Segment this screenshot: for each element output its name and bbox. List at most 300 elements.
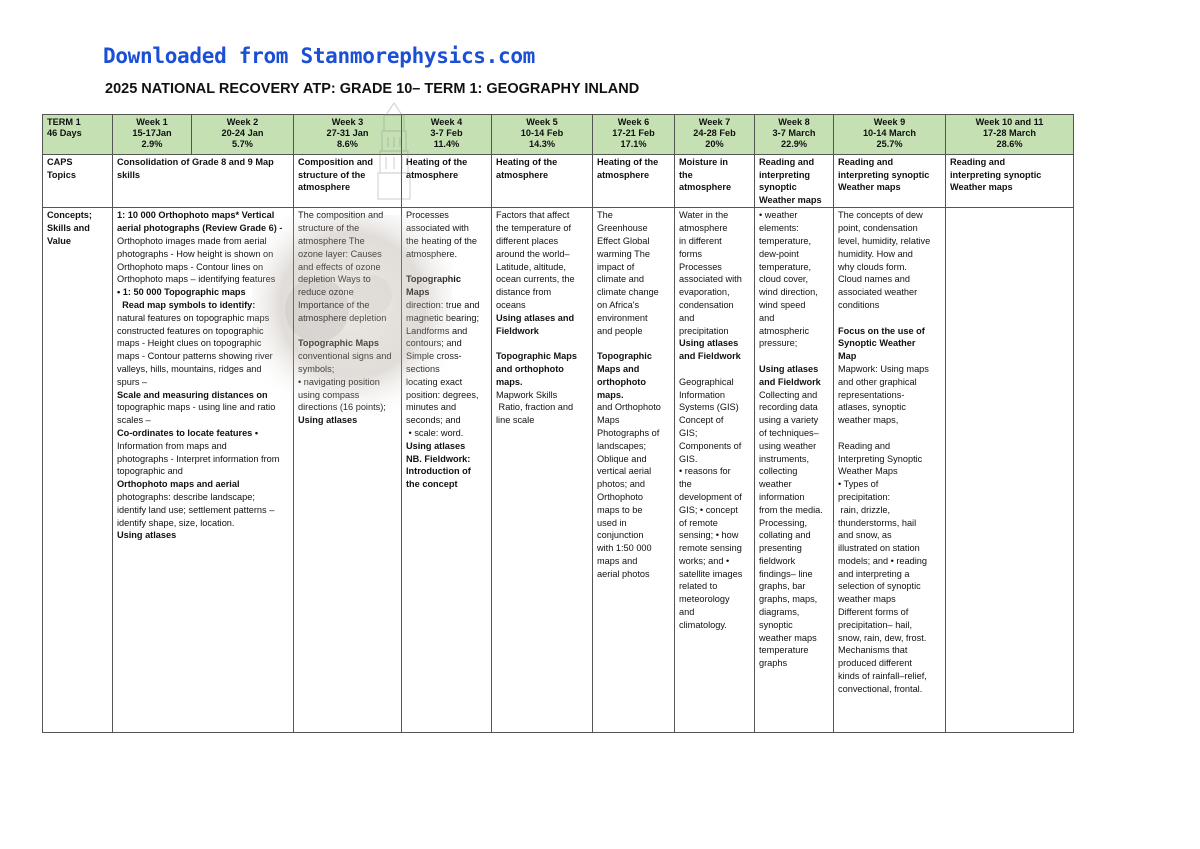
cell-line	[597, 337, 670, 350]
topic-week-4	[402, 155, 492, 208]
cell-line: and Orthophoto	[597, 402, 661, 413]
cell-line: GIS.	[679, 453, 698, 464]
cell-line: depletion Ways to	[298, 274, 371, 285]
cell-line: synoptic	[759, 182, 797, 193]
header-line: 11.4%	[433, 139, 460, 150]
cell-line: atmosphere	[597, 169, 650, 180]
cell-line: Scale and measuring distances on	[117, 389, 268, 400]
download-source-banner: Downloaded from Stanmorephysics.com	[103, 44, 536, 68]
cell-line: and	[679, 607, 695, 618]
cell-line: maps.	[496, 376, 523, 387]
cell-line: using weather	[759, 440, 817, 451]
cell-line: Collecting and	[759, 389, 818, 400]
cell-line: models; and • reading	[838, 555, 928, 566]
cell-line: Components of	[679, 440, 742, 451]
concepts-weeks-1-2	[113, 208, 294, 733]
cell-line: maps - Height clues on topographic	[117, 338, 262, 349]
cell-line: identify land use; settlement patterns –	[117, 504, 275, 515]
header-line: 27-31 Jan	[326, 128, 369, 139]
cell-line	[759, 350, 829, 363]
cell-line: the temperature of	[496, 223, 572, 234]
cell-line: Reading and	[838, 440, 891, 451]
cell-line: Information from maps and	[117, 440, 227, 451]
cell-line: associated weather	[838, 287, 918, 298]
cell-line: Skills and	[47, 223, 90, 234]
concepts-row	[43, 208, 1074, 733]
cell-line: Map	[838, 351, 857, 362]
cell-line: skills	[117, 169, 140, 180]
cell-line: natural features on topographic maps	[117, 312, 270, 323]
concepts-week-4	[402, 208, 492, 733]
cell-line: Processes	[406, 210, 449, 221]
cell-line: Topographic Maps	[298, 338, 379, 349]
cell-line: Introduction of	[406, 466, 471, 477]
cell-line: Using atlases and	[496, 312, 575, 323]
cell-line: in different	[679, 235, 722, 246]
cell-line: and orthophoto	[496, 363, 564, 374]
cell-line: position: degrees,	[406, 389, 479, 400]
cell-line: aerial photographs (Review Grade 6) -	[117, 223, 283, 234]
cell-line: wind speed	[759, 299, 806, 310]
concepts-week-3	[294, 208, 402, 733]
cell-line: weather	[759, 479, 792, 490]
cell-line: of techniques–	[759, 427, 819, 438]
cell-line: • Types of	[838, 479, 879, 490]
cell-line: Processing,	[759, 517, 808, 528]
cell-line: scales –	[117, 415, 151, 426]
cell-line: Greenhouse	[597, 223, 648, 234]
cell-line: Reading and	[759, 157, 815, 167]
cell-line: evaporation,	[679, 287, 730, 298]
cell-line: ocean currents, the	[496, 274, 575, 285]
cell-line: from the media.	[759, 504, 823, 515]
cell-line: atmosphere	[679, 223, 728, 234]
cell-line: seconds; and	[406, 415, 461, 426]
cell-line: Maps	[406, 287, 430, 298]
cell-line: NB. Fieldwork:	[406, 453, 471, 464]
cell-line: recording data	[759, 402, 818, 413]
cell-line: landscapes;	[597, 440, 647, 451]
cell-line: • scale: word.	[406, 427, 464, 438]
cell-line: Importance of the	[298, 299, 370, 310]
cell-line: weather maps,	[838, 415, 899, 426]
cell-line	[838, 312, 941, 325]
concepts-label	[43, 208, 113, 733]
cell-line: Latitude, altitude,	[496, 261, 566, 272]
header-term	[43, 115, 113, 155]
cell-line: valleys, hills, mountains, ridges and	[117, 363, 262, 374]
cell-line: temperature,	[759, 235, 812, 246]
cell-line: Heating of the	[496, 157, 558, 167]
cell-line: warming The	[597, 248, 650, 259]
cell-line: different places	[496, 235, 559, 246]
header-line: 25.7%	[876, 139, 903, 150]
cell-line: and other graphical	[838, 376, 917, 387]
topic-weeks-1-2	[113, 155, 294, 208]
cell-line: on Africa's	[597, 299, 640, 310]
cell-line: using compass	[298, 389, 360, 400]
cell-line: line scale	[496, 415, 535, 426]
cell-line: and people	[597, 325, 643, 336]
cell-line: snow, rain, dew, frost.	[838, 632, 927, 643]
cell-line: weather maps	[838, 594, 896, 605]
cell-line: atmosphere	[406, 169, 459, 180]
cell-line: Maps and	[597, 363, 640, 374]
header-line: Week 1	[136, 117, 168, 127]
cell-line: maps to be	[597, 504, 643, 515]
cell-line: Topographic	[406, 274, 461, 285]
cell-line: Geographical	[679, 376, 734, 387]
cell-line: the concept	[406, 479, 458, 490]
cell-line: directions (16 points);	[298, 402, 386, 413]
cell-line: used in	[597, 517, 627, 528]
cell-line: Mapwork: Using maps	[838, 363, 929, 374]
cell-line: atmosphere	[679, 182, 732, 193]
header-week-3	[294, 115, 402, 155]
cell-line: Factors that affect	[496, 210, 570, 221]
cell-line: Mechanisms that	[838, 645, 908, 656]
header-line: 22.9%	[780, 139, 808, 150]
cell-line: condensation	[679, 299, 734, 310]
header-line: 17-28 March	[982, 128, 1037, 139]
cell-line: topographic and	[117, 466, 183, 477]
cell-line: Using atlases	[117, 530, 177, 541]
cell-line: Orthophoto images made from aerial	[117, 235, 267, 246]
cell-line: associated with	[679, 274, 742, 285]
topic-week-8	[755, 155, 834, 208]
cell-line: identify shape, size, location.	[117, 517, 235, 528]
cell-line: minutes and	[406, 402, 457, 413]
cell-line: Reading and	[950, 157, 1006, 167]
header-line: 46 Days	[47, 128, 82, 139]
cell-line: aerial photos	[597, 568, 650, 579]
cell-line: Co-ordinates to locate features •	[117, 427, 259, 438]
cell-line: direction: true and	[406, 299, 480, 310]
cell-line: climate change	[597, 287, 659, 298]
cell-line: maps and	[597, 555, 638, 566]
cell-line: atmosphere	[496, 169, 549, 180]
concepts-week-6	[593, 208, 675, 733]
cell-line: and	[679, 312, 695, 323]
cell-line: level, humidity, relative	[838, 235, 931, 246]
cell-line: Effect Global	[597, 235, 650, 246]
header-line: Week 10 and 11	[975, 117, 1044, 127]
cell-line: Weather maps	[759, 194, 822, 205]
cell-line: maps - Contour patterns showing river	[117, 351, 273, 362]
cell-line: • 1: 50 000 Topographic maps	[117, 287, 246, 298]
header-line: Week 4	[430, 117, 463, 127]
cell-line: The composition and	[298, 210, 384, 221]
cell-line: graphs, maps,	[759, 594, 818, 605]
cell-line: and interpreting a	[838, 568, 910, 579]
cell-line	[679, 363, 750, 376]
cell-line: atlases, synoptic	[838, 402, 906, 413]
cell-line: impact of	[597, 261, 635, 272]
cell-line: orthophoto	[597, 376, 646, 387]
cell-line	[496, 337, 588, 350]
header-line: 5.7%	[232, 139, 253, 150]
cell-line: Cloud names and	[838, 274, 911, 285]
cell-line: fieldwork	[759, 555, 796, 566]
cell-line	[298, 325, 397, 338]
concepts-week-8	[755, 208, 834, 733]
cell-line: and Fieldwork	[679, 351, 741, 362]
cell-line: and	[759, 312, 775, 323]
cell-line: CAPS	[47, 157, 73, 167]
cell-line: topographic maps - using line and ratio	[117, 402, 276, 413]
header-line: 24-28 Feb	[693, 128, 736, 139]
cell-line: Orthophoto maps – identifying features	[117, 274, 276, 285]
cell-line: 1: 10 000 Orthophoto maps* Vertical	[117, 210, 275, 221]
cell-line: locating exact	[406, 376, 463, 387]
cell-line: around the world–	[496, 248, 570, 259]
cell-line: • reasons for	[679, 466, 731, 477]
cell-line: collecting	[759, 466, 798, 477]
cell-line: temperature,	[759, 261, 812, 272]
cell-line: the heating of the	[406, 235, 478, 246]
cell-line: climate and	[597, 274, 644, 285]
header-line: 28.6%	[996, 139, 1023, 150]
cell-line: graphs, bar	[759, 581, 806, 592]
cell-line: Ratio, fraction and	[496, 402, 574, 413]
cell-line: wind direction,	[759, 287, 818, 298]
header-week-5	[492, 115, 593, 155]
cell-line: • navigating position	[298, 376, 380, 387]
cell-line: photos; and	[597, 479, 646, 490]
cell-line	[838, 427, 941, 440]
cell-line: findings– line	[759, 568, 813, 579]
cell-line: Systems (GIS)	[679, 402, 739, 413]
cell-line: The concepts of dew	[838, 210, 923, 221]
cell-line: kinds of rainfall–relief,	[838, 671, 927, 682]
cell-line: development of	[679, 491, 742, 502]
cell-line: constructed features on topographic	[117, 325, 264, 336]
cell-line: elements:	[759, 223, 799, 234]
cell-line: conjunction	[597, 530, 644, 541]
header-line: Week 2	[226, 117, 259, 127]
cell-line: Moisture in	[679, 157, 729, 167]
header-week-8	[755, 115, 834, 155]
cell-line: atmospheric	[759, 325, 810, 336]
cell-line: Consolidation of Grade 8 and 9 Map	[117, 157, 274, 167]
header-line: 20-24 Jan	[221, 128, 264, 139]
caps-topics-label	[43, 155, 113, 208]
cell-line: atmosphere	[298, 182, 351, 193]
cell-line: instruments,	[759, 453, 810, 464]
cell-line: spurs –	[117, 376, 148, 387]
cell-line: Heating of the	[406, 157, 468, 167]
cell-line: Weather Maps	[838, 466, 898, 477]
cell-line: atmosphere.	[406, 248, 458, 259]
cell-line: Different forms of	[838, 607, 909, 618]
cell-line: sections	[406, 363, 440, 374]
cell-line: thunderstorms, hail	[838, 517, 917, 528]
cell-line: reduce ozone	[298, 287, 354, 298]
cell-line: Topographic	[597, 351, 652, 362]
header-line: 15-17Jan	[132, 128, 172, 139]
header-week-1	[113, 115, 192, 155]
cell-line: Simple cross-	[406, 351, 462, 362]
cell-line: conventional signs and	[298, 351, 392, 362]
cell-line: information	[759, 491, 805, 502]
header-week-2	[192, 115, 294, 155]
cell-line: temperature	[759, 645, 809, 656]
cell-line: Photographs of	[597, 427, 660, 438]
cell-line: atmosphere depletion	[298, 312, 387, 323]
cell-line: convectional, frontal.	[838, 683, 923, 694]
cell-line: Using atlases	[406, 440, 466, 451]
cell-line: Topographic Maps	[496, 351, 577, 362]
cell-line: structure of the	[298, 169, 366, 180]
cell-line: Orthophoto maps and aerial	[117, 479, 240, 490]
cell-line: sensing; • how	[679, 530, 739, 541]
cell-line: the	[679, 479, 692, 490]
cell-line: collating and	[759, 530, 811, 541]
cell-line: pressure;	[759, 338, 798, 349]
cell-line: synoptic	[759, 619, 793, 630]
cell-line: photographs: describe landscape;	[117, 491, 255, 502]
cell-line: graphs	[759, 658, 788, 669]
header-line: Week 6	[617, 117, 650, 127]
topic-week-3	[294, 155, 402, 208]
cell-line: Orthophoto maps - Contour lines on	[117, 261, 264, 272]
topic-weeks-10-11	[946, 155, 1074, 208]
cell-line: meteorology	[679, 594, 730, 605]
cell-line: weather maps	[759, 632, 817, 643]
header-line: 2.9%	[141, 139, 163, 150]
header-line: 17.1%	[620, 139, 647, 150]
header-line: Week 8	[778, 117, 810, 127]
cell-line: interpreting synoptic	[950, 169, 1042, 180]
header-line: 14.3%	[528, 139, 556, 150]
cell-line: photographs - How height is shown on	[117, 248, 274, 259]
atp-table	[42, 114, 1074, 733]
cell-line: why clouds form.	[838, 261, 907, 272]
cell-line: magnetic bearing;	[406, 312, 480, 323]
cell-line: Using atlases	[679, 338, 739, 349]
cell-line: GIS; • concept	[679, 504, 738, 515]
header-week-6	[593, 115, 675, 155]
cell-line: produced different	[838, 658, 912, 669]
cell-line: point, condensation	[838, 223, 918, 234]
cell-line: selection of synoptic	[838, 581, 921, 592]
header-line: 8.6%	[337, 139, 358, 150]
cell-line: interpreting	[759, 169, 811, 180]
header-week-10	[946, 115, 1074, 155]
cell-line: symbols;	[298, 363, 335, 374]
cell-line: with 1:50 000	[597, 543, 652, 554]
cell-line: Using atlases	[759, 363, 819, 374]
cell-line: of remote	[679, 517, 718, 528]
cell-line: Interpreting Synoptic	[838, 453, 923, 464]
cell-line: illustrated on station	[838, 543, 920, 554]
cell-line: distance from	[496, 287, 552, 298]
cell-line: Oblique and	[597, 453, 647, 464]
cell-line: Using atlases	[298, 415, 358, 426]
topic-week-7	[675, 155, 755, 208]
topic-week-9	[834, 155, 946, 208]
concepts-week-9	[834, 208, 946, 733]
cell-line: Read map symbols to identify:	[117, 299, 256, 310]
cell-line: photographs - Interpret information from	[117, 453, 280, 464]
header-row	[43, 115, 1074, 155]
concepts-weeks-10-11	[946, 208, 1074, 733]
cell-line: Information	[679, 389, 725, 400]
cell-line: precipitation– hail,	[838, 619, 913, 630]
cell-line: precipitation:	[838, 491, 891, 502]
cell-line: Fieldwork	[496, 325, 539, 336]
cell-line: GIS;	[679, 427, 698, 438]
header-week-7	[675, 115, 755, 155]
concepts-week-5	[492, 208, 593, 733]
cell-line: humidity. How and	[838, 248, 913, 259]
cell-line: Mapwork Skills	[496, 389, 558, 400]
cell-line: environment	[597, 312, 648, 323]
header-line: Week 3	[331, 117, 364, 127]
cell-line: Composition and	[298, 157, 374, 167]
header-week-9	[834, 115, 946, 155]
cell-line: diagrams,	[759, 607, 800, 618]
header-line: 3-7 March	[772, 128, 816, 139]
cell-line: Reading and	[838, 157, 894, 167]
cell-line: Heating of the	[597, 157, 659, 167]
cell-line: and Fieldwork	[759, 376, 821, 387]
topic-week-5	[492, 155, 593, 208]
cell-line: Water in the	[679, 210, 729, 221]
cell-line: Weather maps	[838, 182, 901, 193]
cell-line: contours; and	[406, 338, 462, 349]
header-line: 10-14 Feb	[520, 128, 564, 139]
cell-line: interpreting synoptic	[838, 169, 930, 180]
cell-line: climatology.	[679, 619, 727, 630]
cell-line: Topics	[47, 169, 76, 180]
cell-line: forms	[679, 248, 702, 259]
cell-line: and effects of ozone	[298, 261, 381, 272]
header-line: 17-21 Feb	[612, 128, 655, 139]
cell-line: using a variety	[759, 415, 819, 426]
cell-line: precipitation	[679, 325, 729, 336]
cell-line: Concepts;	[47, 210, 92, 221]
cell-line: works; and •	[679, 555, 730, 566]
cell-line: Landforms and	[406, 325, 468, 336]
cell-line: maps.	[597, 389, 624, 400]
cell-line: oceans	[496, 299, 526, 310]
cell-line: related to	[679, 581, 718, 592]
cell-line: • weather	[759, 210, 798, 221]
concepts-week-7	[675, 208, 755, 733]
cell-line: Processes	[679, 261, 722, 272]
cell-line: ozone layer: Causes	[298, 248, 382, 259]
cell-line: Concept of	[679, 415, 724, 426]
cell-line: satellite images	[679, 568, 743, 579]
cell-line: presenting	[759, 543, 802, 554]
cell-line: conditions	[838, 299, 880, 310]
cell-line: Weather maps	[950, 182, 1013, 193]
header-line: 10-14 March	[862, 128, 917, 139]
header-line: Week 9	[873, 117, 906, 127]
cell-line: associated with	[406, 223, 469, 234]
cell-line: and snow, as	[838, 530, 892, 541]
cell-line: dew-point	[759, 248, 799, 259]
cell-line: Maps	[597, 415, 620, 426]
cell-line: Synoptic Weather	[838, 338, 916, 349]
header-line: 20%	[705, 139, 724, 150]
header-line: Week 5	[526, 117, 558, 127]
topic-week-6	[593, 155, 675, 208]
header-line: Week 7	[698, 117, 731, 127]
page-title: 2025 NATIONAL RECOVERY ATP: GRADE 10– TERM 1: GEOGRAPHY INLAND	[105, 81, 640, 97]
cell-line	[406, 261, 487, 274]
